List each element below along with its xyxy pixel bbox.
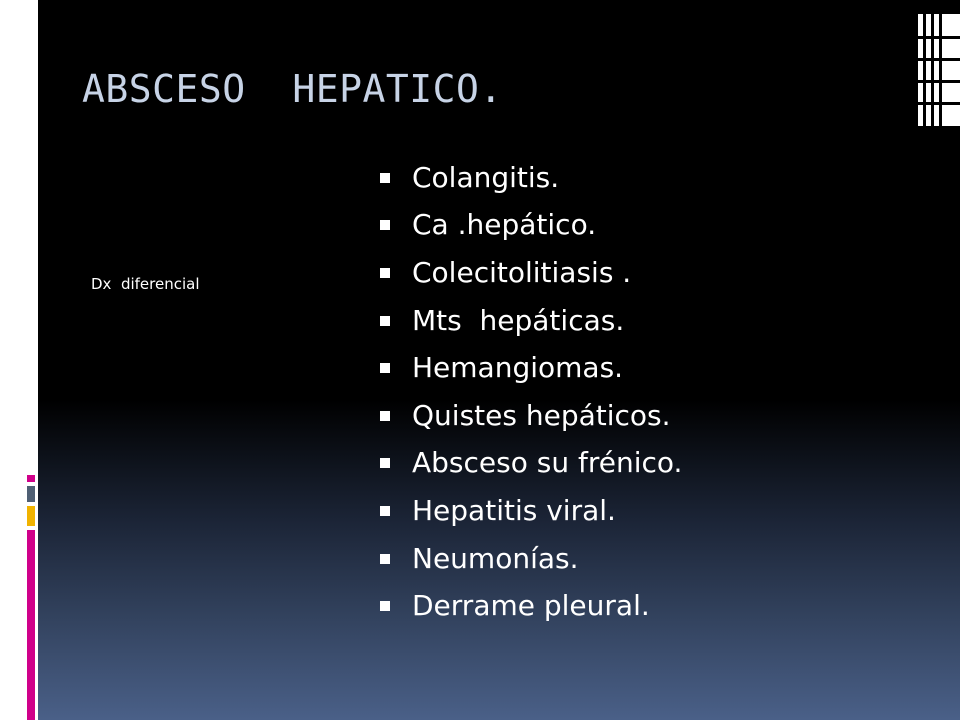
square-bullet-icon [380,411,390,421]
bullet-item [380,535,682,583]
bullet-text: Derrame pleural. [412,589,650,623]
bullet-item [380,344,682,392]
slide-title: ABSCESO HEPATICO. [82,67,503,111]
bullet-item [380,249,682,297]
side-label: Dx diferencial [91,275,200,293]
accent-gray [27,486,35,502]
square-bullet-icon [380,363,390,373]
square-bullet-icon [380,506,390,516]
bullet-item [380,392,682,440]
bullet-text: Colecitolitiasis . [412,255,632,289]
square-bullet-icon [380,458,390,468]
bullet-text: Hemangiomas. [412,351,624,385]
square-bullet-icon [380,268,390,278]
square-bullet-icon [380,554,390,564]
accent-magenta-bottom [27,530,35,720]
bullet-item [380,582,682,630]
accent-yellow [27,506,35,526]
bullet-text: Colangitis. [412,160,560,194]
bullet-text: Quistes hepáticos. [412,398,671,432]
bullet-item [380,487,682,535]
bullet-item [380,202,682,250]
square-bullet-icon [380,173,390,183]
accent-magenta-top [27,475,35,482]
square-bullet-icon [380,220,390,230]
bullet-item [380,297,682,345]
bullet-text: Mts hepáticas. [412,303,625,337]
bullet-text: Ca .hepático. [412,208,597,242]
corner-bars-decoration [918,14,960,126]
square-bullet-icon [380,316,390,326]
bullet-text: Absceso su frénico. [412,446,683,480]
bullet-text: Neumonías. [412,541,579,575]
square-bullet-icon [380,601,390,611]
bullet-item [380,154,682,202]
bullet-text: Hepatitis viral. [412,493,616,527]
bullet-list [380,154,682,630]
bullet-item [380,440,682,488]
